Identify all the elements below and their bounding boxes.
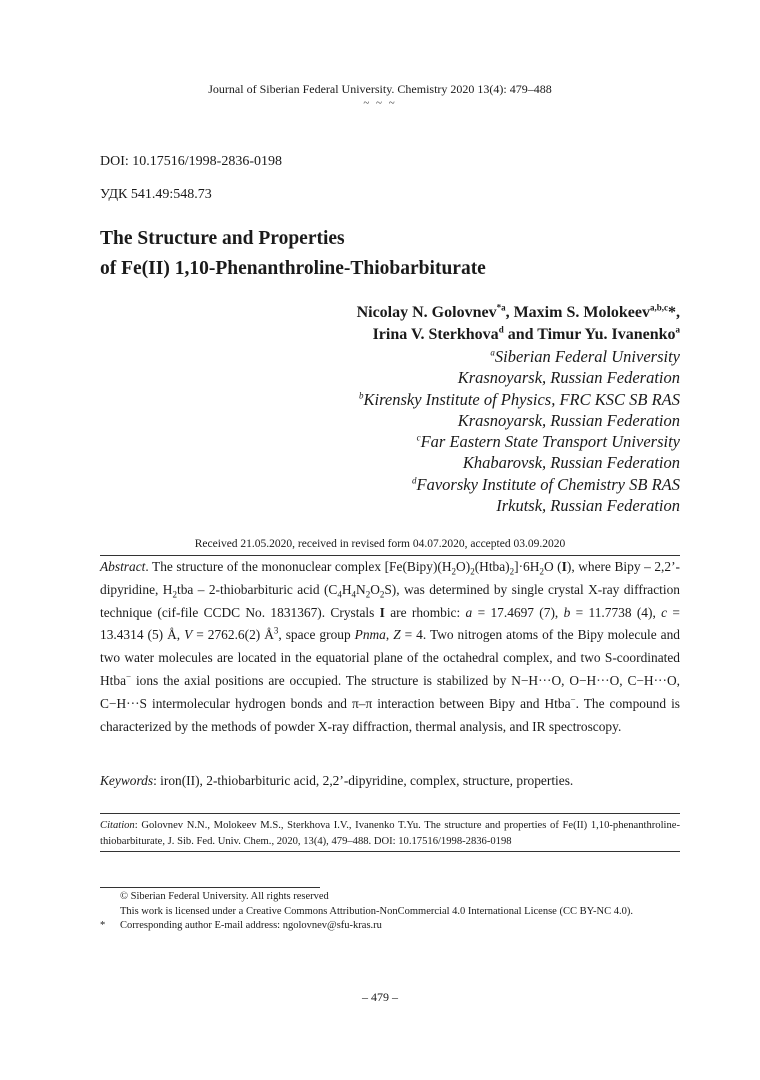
affiliation-sup: b xyxy=(358,390,364,401)
affiliation-place: Khabarovsk, Russian Federation xyxy=(462,453,680,473)
author-name: Maxim S. Molokeev xyxy=(513,304,650,321)
title-line-1: The Structure and Properties xyxy=(100,228,345,249)
corresponding-text: Corresponding author E-mail address: ngolovnev@sfu-kras.ru xyxy=(120,920,382,931)
affiliation-text: Favorsky Institute of Chemistry SB RAS xyxy=(416,474,680,494)
citation-label: Citation xyxy=(100,820,135,831)
keywords-text: : iron(II), 2-thiobarbituric acid, 2,2’-dipyridine, complex, structure, properties. xyxy=(153,773,574,788)
citation xyxy=(100,818,680,849)
page-number: – 479 – xyxy=(362,990,398,1004)
author-separator: , xyxy=(505,304,514,321)
affiliation-sup: c xyxy=(416,432,421,443)
copyright-note: © Siberian Federal University. All rights reserved xyxy=(120,891,329,902)
received-dates: Received 21.05.2020, received in revised form 04.07.2020, accepted 03.09.2020 xyxy=(194,538,566,550)
author-affil-sup: a,b,c xyxy=(650,302,668,313)
paper-title xyxy=(100,224,486,284)
title-line-2: of Fe(II) 1,10-Phenanthroline-Thiobarbiturate xyxy=(100,258,486,279)
license-note: This work is licensed under a Creative Commons Attribution-NonCommercial 4.0 International License (CC BY-NC 4.0). xyxy=(120,905,633,917)
journal-header: Journal of Siberian Federal University. Chemistry 2020 13(4): 479–488 xyxy=(208,82,552,96)
doi: DOI: 10.17516/1998-2836-0198 xyxy=(100,154,282,169)
citation-text: : Golovnev N.N., Molokeev M.S., Sterkhova I.V., Ivanenko T.Yu. The structure and properties of Fe(II) 1,10-phenanthroline-thiobarbiturate, J. Sib. Fed. Univ. Chem., 2020, 13(4), 479–488. DOI: 10.17516/1998-2836-0198 xyxy=(100,820,680,847)
citation-top-rule xyxy=(100,813,680,814)
author-affil-sup: a xyxy=(675,324,680,335)
affiliation-text: Far Eastern State Transport University xyxy=(420,432,680,452)
affiliation-text: Siberian Federal University xyxy=(494,347,680,366)
affiliations xyxy=(359,346,680,516)
author-affil-sup: *a xyxy=(496,302,506,313)
keywords-label: Keywords xyxy=(100,773,154,788)
affiliation-place: Krasnoyarsk, Russian Federation xyxy=(457,368,680,388)
abstract-label: Abstract xyxy=(100,559,146,574)
affiliation-name xyxy=(359,431,680,452)
header-ornament: ~ ~ ~ xyxy=(363,97,397,109)
author-separator: *, xyxy=(668,304,680,321)
udk-code: УДК 541.49:548.73 xyxy=(100,187,212,202)
author-list xyxy=(357,302,680,346)
citation-bottom-rule xyxy=(100,851,680,852)
affiliation-text: Kirensky Institute of Physics, FRC KSC SB RAS xyxy=(363,389,680,409)
affiliation-place: Irkutsk, Russian Federation xyxy=(496,496,680,516)
corresponding-note xyxy=(100,919,700,934)
affiliation-name xyxy=(359,389,680,410)
affiliation-name xyxy=(359,346,680,367)
author-line-2 xyxy=(357,324,680,346)
author-affil-sup: d xyxy=(498,324,504,335)
author-separator: and xyxy=(503,326,538,343)
abstract: Abstract. The structure of the mononuclear complex $[Fe(Bipy)(H_2O)_2(Htba)_2]\cdot 6H_2O$ (I), where Bipy – 2,2’-dipyridine, $H_2tba$ – 2-thiobarbituric acid $(C_4H_4N_2O_2S)$, was determined by single crystal X-ray diffraction technique (cif-file CCDC No. 1831367). Crystals I are rhombic: a = 17.4697 (7), b = 11.7738 (4), c = 13.4314 (5) Å, V = 2762.6(2) $Å^3$, space group Pnma, Z = 4. Two nitrogen atoms of the Bipy molecule and two water molecules are located in the equatorial plane of the octahedral complex, and two S-coordinated Htba− ions the axial positions are occupied. The structure is stabilized by N−H···O, O−H···O, C−H···O, C−H···S intermolecular hydrogen bonds and π–π interaction between Bipy and Htba−. The compound is characterized by the methods of powder X-ray diffraction, thermal analysis, and IR spectroscopy. xyxy=(100,559,681,734)
affiliation-place: Krasnoyarsk, Russian Federation xyxy=(457,410,680,430)
affiliation-sup: d xyxy=(412,475,417,486)
author-name: Irina V. Sterkhova xyxy=(372,326,499,343)
affiliation-name xyxy=(359,474,680,495)
author-line-1 xyxy=(357,302,680,324)
keywords xyxy=(100,770,680,792)
footnote-star: * xyxy=(100,920,106,931)
affiliation-sup: a xyxy=(490,347,495,358)
footnotes xyxy=(100,890,700,934)
author-name: Timur Yu. Ivanenko xyxy=(537,326,676,343)
footnote-rule xyxy=(100,887,320,888)
author-name: Nicolay N. Golovnev xyxy=(356,304,497,321)
